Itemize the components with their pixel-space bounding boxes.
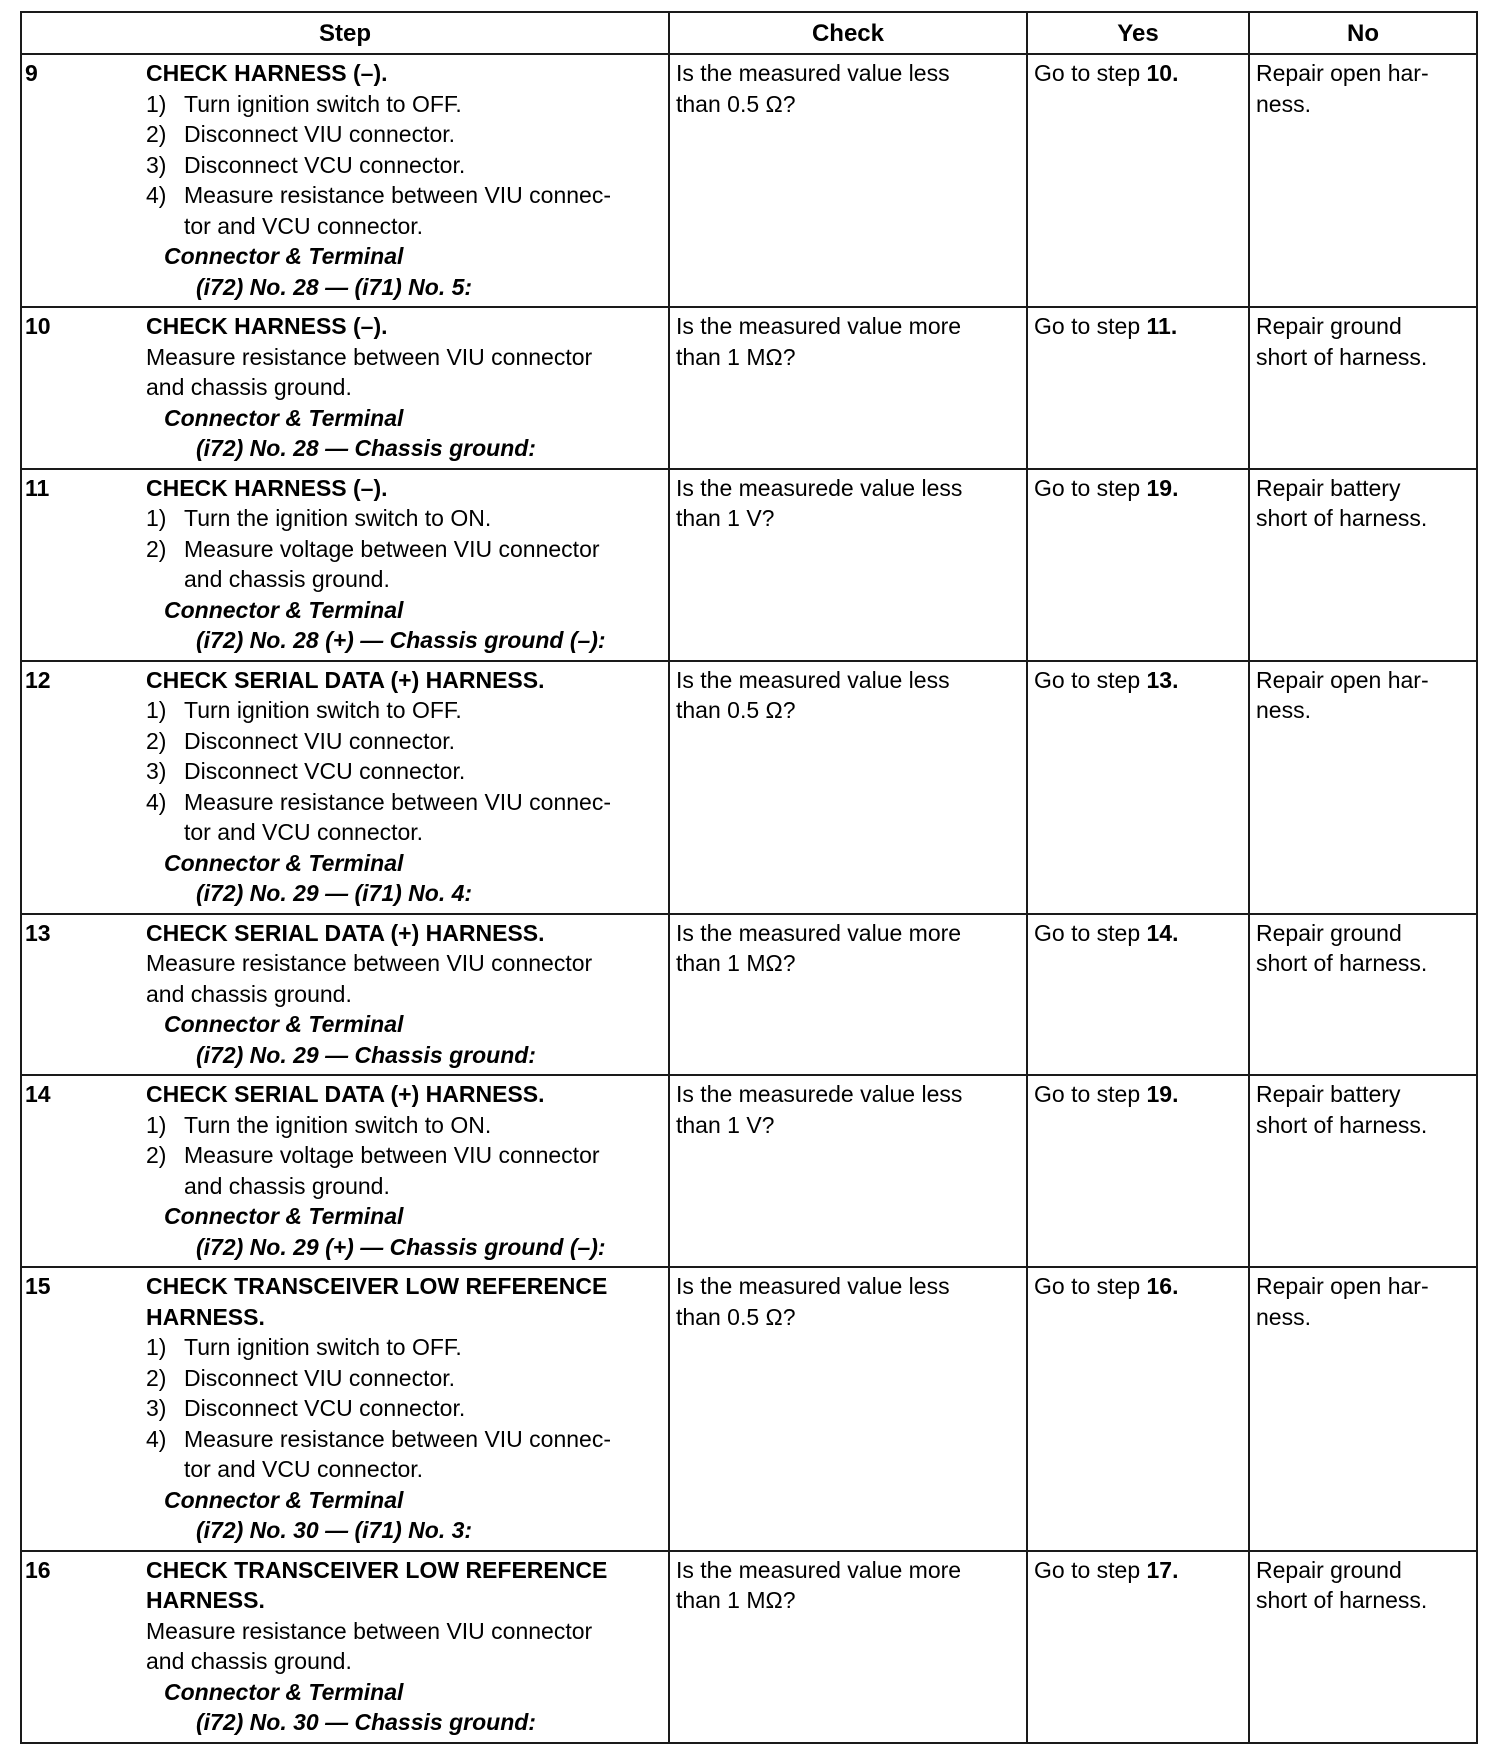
yes-cell xyxy=(1027,661,1249,914)
step-instruction: Measure resistance between VIU connector xyxy=(146,1617,593,1644)
terminal-spec: (i72) No. 29 (+) — Chassis ground (–): xyxy=(196,1233,606,1260)
yes-cell xyxy=(1027,54,1249,307)
yes-text: Go to step xyxy=(1034,1556,1147,1583)
connector-terminal-label: Connector & Terminal xyxy=(164,596,404,623)
check-cell xyxy=(669,1075,1027,1267)
terminal-spec: (i72) No. 30 — Chassis ground: xyxy=(196,1709,536,1735)
terminal-spec: (i72) No. 29 — Chassis ground: xyxy=(196,1041,536,1068)
list-item-number: 2) xyxy=(146,535,167,562)
yes-text: Go to step xyxy=(1034,1081,1147,1107)
connector-terminal-label: Connector & Terminal xyxy=(164,243,404,269)
yes-step-number: 17. xyxy=(1146,1556,1179,1583)
list-item-text: Disconnect VIU connector. xyxy=(184,1364,456,1391)
list-item xyxy=(146,503,662,534)
step-title: CHECK TRANSCEIVER LOW REFERENCE xyxy=(146,1273,608,1299)
list-item xyxy=(146,726,662,757)
step-title: HARNESS. xyxy=(146,1303,265,1330)
no-cell xyxy=(1249,1075,1477,1267)
yes-step-number: 19. xyxy=(1146,474,1179,501)
yes-step-number: 11. xyxy=(1146,313,1178,339)
check-cell xyxy=(669,1551,1027,1743)
step-body xyxy=(146,1079,668,1262)
check-text: Is the measurede value less than 1 V? xyxy=(676,1081,963,1138)
step-title: CHECK SERIAL DATA (+) HARNESS. xyxy=(146,1081,545,1107)
step-cell xyxy=(21,54,669,307)
step-content xyxy=(22,470,668,660)
yes-step-number: 14. xyxy=(1146,919,1179,946)
step-content xyxy=(22,1076,668,1266)
step-content xyxy=(22,915,668,1075)
step-title: CHECK TRANSCEIVER LOW REFERENCE xyxy=(146,1556,608,1583)
check-text: Is the measured value less than 0.5 Ω? xyxy=(676,1273,950,1330)
yes-cell xyxy=(1027,469,1249,661)
yes-content xyxy=(1028,1552,1248,1586)
header-row xyxy=(21,12,1477,54)
list-item xyxy=(146,89,662,120)
header-no: No xyxy=(1249,12,1477,54)
list-item-number: 3) xyxy=(146,758,167,784)
list-item-text: Measure resistance between VIU connec- tor and VCU connector. xyxy=(184,182,611,239)
yes-step-number: 19. xyxy=(1146,1081,1179,1107)
list-item-number: 2) xyxy=(146,1142,167,1168)
check-cell xyxy=(669,469,1027,661)
step-body xyxy=(146,918,668,1071)
yes-text: Go to step xyxy=(1034,313,1147,339)
list-item xyxy=(146,1332,662,1363)
no-text: Repair battery short of harness. xyxy=(1256,474,1428,531)
yes-step-number: 10. xyxy=(1146,60,1179,86)
list-item xyxy=(146,534,662,595)
list-item-text: Turn the ignition switch to ON. xyxy=(184,1111,492,1138)
table-row xyxy=(21,307,1477,469)
list-item xyxy=(146,1140,662,1201)
connector-terminal-label: Connector & Terminal xyxy=(164,1203,404,1229)
check-text: Is the measured value more than 1 MΩ? xyxy=(676,919,962,976)
no-text: Repair ground short of harness. xyxy=(1256,1556,1428,1613)
yes-cell xyxy=(1027,1551,1249,1743)
step-content xyxy=(22,55,668,306)
check-text: Is the measured value less than 0.5 Ω? xyxy=(676,666,950,723)
step-cell xyxy=(21,1267,669,1551)
step-number: 12 xyxy=(25,666,51,693)
yes-cell xyxy=(1027,1267,1249,1551)
step-cell xyxy=(21,469,669,661)
connector-terminal-label: Connector & Terminal xyxy=(164,404,404,431)
list-item-text: Disconnect VCU connector. xyxy=(184,758,466,784)
connector-terminal-label: Connector & Terminal xyxy=(164,1486,404,1513)
step-instruction: Measure resistance between VIU connector xyxy=(146,950,593,976)
yes-text: Go to step xyxy=(1034,474,1147,501)
check-cell xyxy=(669,307,1027,469)
step-instruction: Measure resistance between VIU connector xyxy=(146,343,593,370)
list-item xyxy=(146,1424,662,1485)
terminal-spec: (i72) No. 28 — Chassis ground: xyxy=(196,435,536,461)
yes-content xyxy=(1028,915,1248,949)
list-item-number: 2) xyxy=(146,1364,167,1391)
no-cell xyxy=(1249,914,1477,1076)
list-item xyxy=(146,1393,662,1424)
step-title: CHECK HARNESS (–). xyxy=(146,474,388,501)
yes-cell xyxy=(1027,1075,1249,1267)
table-row xyxy=(21,1267,1477,1551)
list-item-number: 3) xyxy=(146,1395,167,1421)
list-item-text: Disconnect VIU connector. xyxy=(184,727,456,754)
no-text: Repair open har- ness. xyxy=(1256,666,1429,723)
yes-text: Go to step xyxy=(1034,60,1147,86)
no-cell xyxy=(1249,469,1477,661)
table-row xyxy=(21,1551,1477,1743)
list-item-text: Measure voltage between VIU connector and chassis ground. xyxy=(184,1142,600,1199)
no-cell xyxy=(1249,1551,1477,1743)
yes-cell xyxy=(1027,307,1249,469)
header-step: Step xyxy=(21,12,669,54)
list-item xyxy=(146,119,662,150)
step-body xyxy=(146,1271,668,1546)
list-item-text: Turn ignition switch to OFF. xyxy=(184,1334,462,1360)
yes-content xyxy=(1028,662,1248,696)
yes-step-number: 16. xyxy=(1146,1273,1179,1299)
list-item-number: 2) xyxy=(146,121,167,147)
no-cell xyxy=(1249,1267,1477,1551)
list-item xyxy=(146,756,662,787)
no-text: Repair open har- ness. xyxy=(1256,1273,1429,1330)
list-item xyxy=(146,150,662,181)
step-number: 9 xyxy=(25,60,38,86)
list-item-text: Measure resistance between VIU connec- tor and VCU connector. xyxy=(184,1425,611,1482)
step-title: HARNESS. xyxy=(146,1587,265,1613)
step-content xyxy=(22,1268,668,1550)
terminal-spec: (i72) No. 28 — (i71) No. 5: xyxy=(196,273,473,300)
no-text: Repair battery short of harness. xyxy=(1256,1081,1428,1138)
list-item xyxy=(146,695,662,726)
yes-text: Go to step xyxy=(1034,666,1147,693)
yes-content xyxy=(1028,470,1248,504)
step-title: CHECK HARNESS (–). xyxy=(146,313,388,339)
step-cell xyxy=(21,1075,669,1267)
step-title: CHECK HARNESS (–). xyxy=(146,60,388,86)
table-row xyxy=(21,1075,1477,1267)
step-number: 11 xyxy=(25,474,50,501)
check-cell xyxy=(669,1267,1027,1551)
step-cell xyxy=(21,1551,669,1743)
list-item-text: Disconnect VCU connector. xyxy=(184,151,466,178)
check-text: Is the measured value more than 1 MΩ? xyxy=(676,1556,962,1613)
list-item xyxy=(146,1110,662,1141)
diagnostic-table xyxy=(20,11,1478,1744)
list-item-number: 1) xyxy=(146,1334,167,1360)
no-text: Repair open har- ness. xyxy=(1256,60,1429,117)
check-text: Is the measured value less than 0.5 Ω? xyxy=(676,60,950,117)
list-item-text: Measure voltage between VIU connector and chassis ground. xyxy=(184,535,600,592)
header-check: Check xyxy=(669,12,1027,54)
step-cell xyxy=(21,307,669,469)
step-number: 16 xyxy=(25,1556,51,1583)
step-content xyxy=(22,662,668,913)
step-title: CHECK SERIAL DATA (+) HARNESS. xyxy=(146,919,545,946)
list-item-number: 4) xyxy=(146,182,167,208)
list-item-text: Disconnect VCU connector. xyxy=(184,1395,466,1421)
list-item-number: 2) xyxy=(146,727,167,754)
table-row xyxy=(21,469,1477,661)
list-item-number: 4) xyxy=(146,788,167,815)
terminal-spec: (i72) No. 29 — (i71) No. 4: xyxy=(196,880,473,906)
list-item xyxy=(146,1363,662,1394)
list-item-number: 3) xyxy=(146,151,167,178)
list-item-text: Turn the ignition switch to ON. xyxy=(184,505,492,531)
list-item-text: Disconnect VIU connector. xyxy=(184,121,456,147)
table-row xyxy=(21,661,1477,914)
yes-step-number: 13. xyxy=(1146,666,1179,693)
step-number: 10 xyxy=(25,313,51,339)
step-body xyxy=(146,665,668,909)
check-cell xyxy=(669,914,1027,1076)
no-cell xyxy=(1249,661,1477,914)
step-title: CHECK SERIAL DATA (+) HARNESS. xyxy=(146,666,545,693)
list-item-number: 1) xyxy=(146,505,167,531)
yes-content xyxy=(1028,55,1248,89)
check-text: Is the measured value more than 1 MΩ? xyxy=(676,313,962,370)
list-item-number: 4) xyxy=(146,1425,167,1452)
step-content xyxy=(22,308,668,468)
connector-terminal-label: Connector & Terminal xyxy=(164,849,404,876)
yes-content xyxy=(1028,1268,1248,1302)
yes-text: Go to step xyxy=(1034,1273,1147,1299)
step-instruction: and chassis ground. xyxy=(146,980,352,1007)
step-body xyxy=(146,311,668,464)
no-text: Repair ground short of harness. xyxy=(1256,919,1428,976)
step-content xyxy=(22,1552,668,1742)
table-row xyxy=(21,914,1477,1076)
step-instruction: and chassis ground. xyxy=(146,1648,352,1674)
step-number: 15 xyxy=(25,1273,51,1299)
table-row xyxy=(21,54,1477,307)
step-number: 14 xyxy=(25,1081,51,1107)
list-item-number: 1) xyxy=(146,90,167,117)
step-cell xyxy=(21,914,669,1076)
step-cell xyxy=(21,661,669,914)
check-cell xyxy=(669,54,1027,307)
no-cell xyxy=(1249,307,1477,469)
step-instruction: and chassis ground. xyxy=(146,374,352,400)
step-number: 13 xyxy=(25,919,51,946)
list-item-text: Turn ignition switch to OFF. xyxy=(184,697,462,723)
list-item-number: 1) xyxy=(146,697,167,723)
connector-terminal-label: Connector & Terminal xyxy=(164,1011,404,1037)
yes-text: Go to step xyxy=(1034,919,1147,946)
no-text: Repair ground short of harness. xyxy=(1256,313,1428,370)
check-cell xyxy=(669,661,1027,914)
connector-terminal-label: Connector & Terminal xyxy=(164,1678,404,1705)
list-item xyxy=(146,787,662,848)
check-text: Is the measurede value less than 1 V? xyxy=(676,474,963,531)
list-item-text: Measure resistance between VIU connec- tor and VCU connector. xyxy=(184,788,611,845)
yes-content xyxy=(1028,308,1248,342)
table-body xyxy=(21,54,1477,1743)
yes-content xyxy=(1028,1076,1248,1110)
step-body xyxy=(146,473,668,656)
terminal-spec: (i72) No. 28 (+) — Chassis ground (–): xyxy=(196,627,606,653)
list-item-number: 1) xyxy=(146,1111,167,1138)
no-cell xyxy=(1249,54,1477,307)
terminal-spec: (i72) No. 30 — (i71) No. 3: xyxy=(196,1517,473,1543)
yes-cell xyxy=(1027,914,1249,1076)
list-item xyxy=(146,180,662,241)
step-body xyxy=(146,1555,668,1738)
step-body xyxy=(146,58,668,302)
header-yes: Yes xyxy=(1027,12,1249,54)
list-item-text: Turn ignition switch to OFF. xyxy=(184,90,462,117)
